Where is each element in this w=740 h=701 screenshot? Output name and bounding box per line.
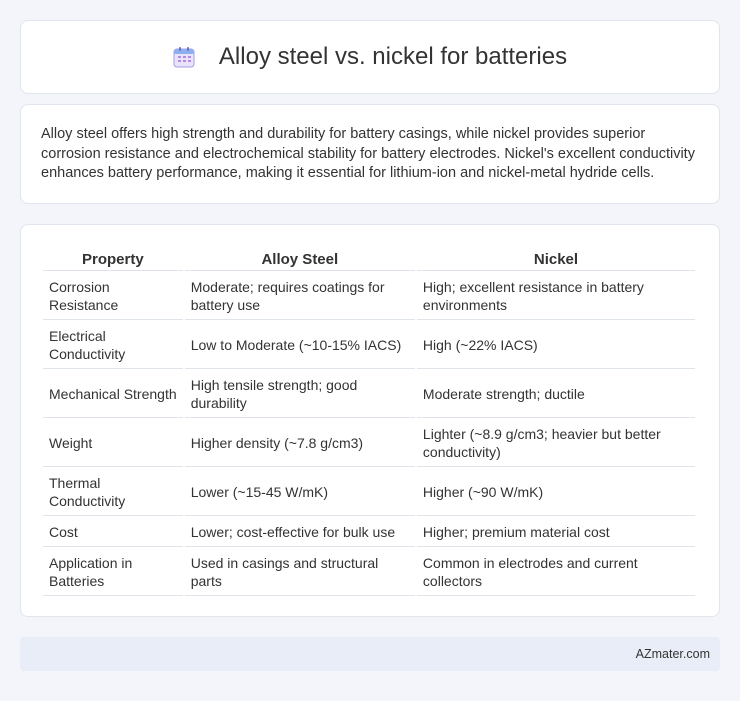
alloy-steel-cell: Moderate; requires coatings for battery use xyxy=(185,273,415,320)
alloy-steel-cell: Lower (~15-45 W/mK) xyxy=(185,469,415,516)
summary-card xyxy=(20,104,720,204)
footer-brand: AZmater.com xyxy=(635,647,710,661)
property-cell: Application in Batteries xyxy=(43,549,183,596)
property-cell: Corrosion Resistance xyxy=(43,273,183,320)
table-header-row xyxy=(43,249,695,271)
column-header-property: Property xyxy=(43,249,183,271)
table-row xyxy=(43,420,695,467)
property-cell: Mechanical Strength xyxy=(43,371,183,418)
page-title: Alloy steel vs. nickel for batteries xyxy=(218,43,568,70)
column-header-nickel: Nickel xyxy=(417,249,695,271)
nickel-cell: Higher (~90 W/mK) xyxy=(417,469,695,516)
nickel-cell: Moderate strength; ductile xyxy=(417,371,695,418)
nickel-cell: Lighter (~8.9 g/cm3; heavier but better conductivity) xyxy=(417,420,695,467)
alloy-steel-cell: Low to Moderate (~10-15% IACS) xyxy=(185,322,415,369)
table-row xyxy=(43,322,695,369)
property-cell: Cost xyxy=(43,518,183,547)
calendar-icon xyxy=(173,46,195,68)
comparison-table xyxy=(41,247,697,598)
summary-text: Alloy steel offers high strength and durability for battery casings, while nickel provides superior corrosion resistance and electrochemical stability for battery electrodes. Nickel's excellent conductivity enhances battery performance, making it essential for lithium-ion and nickel-metal hydride cells. xyxy=(41,126,695,181)
nickel-cell: High; excellent resistance in battery environments xyxy=(417,273,695,320)
nickel-cell: Higher; premium material cost xyxy=(417,518,695,547)
table-row xyxy=(43,371,695,418)
table-row xyxy=(43,273,695,320)
column-header-alloy-steel: Alloy Steel xyxy=(185,249,415,271)
property-cell: Thermal Conductivity xyxy=(43,469,183,516)
nickel-cell: High (~22% IACS) xyxy=(417,322,695,369)
alloy-steel-cell: Used in casings and structural parts xyxy=(185,549,415,596)
property-cell: Electrical Conductivity xyxy=(43,322,183,369)
alloy-steel-cell: Lower; cost-effective for bulk use xyxy=(185,518,415,547)
property-cell: Weight xyxy=(43,420,183,467)
table-row xyxy=(43,518,695,547)
nickel-cell: Common in electrodes and current collectors xyxy=(417,549,695,596)
table-row xyxy=(43,549,695,596)
table-row xyxy=(43,469,695,516)
alloy-steel-cell: Higher density (~7.8 g/cm3) xyxy=(185,420,415,467)
title-card xyxy=(20,20,720,94)
comparison-table-card xyxy=(20,224,720,617)
footer xyxy=(20,637,720,671)
alloy-steel-cell: High tensile strength; good durability xyxy=(185,371,415,418)
